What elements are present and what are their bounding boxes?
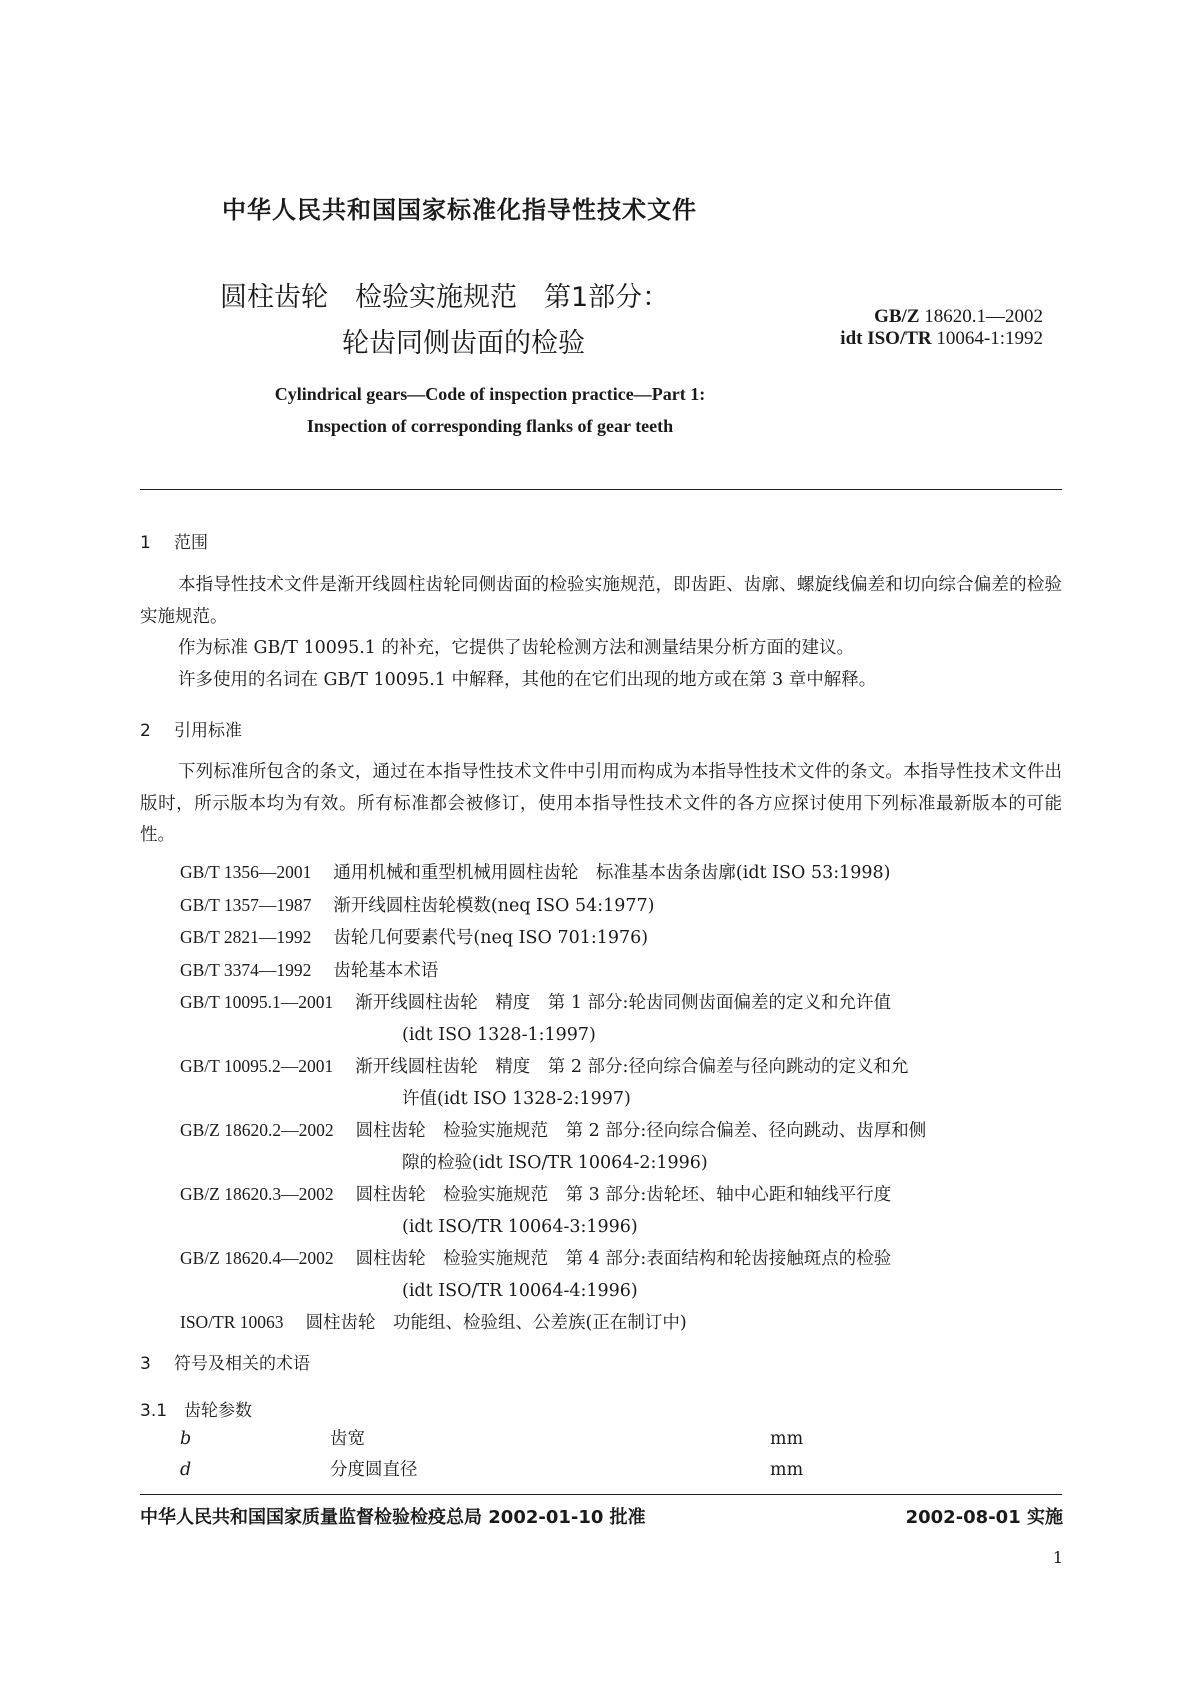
reference-title: 齿轮基本术语 xyxy=(333,960,439,981)
reference-title: 渐开线圆柱齿轮 精度 第 2 部分:径向综合偏差与径向跳动的定义和允 xyxy=(355,1057,909,1077)
code-prefix: GB/Z xyxy=(874,306,920,327)
symbol: b xyxy=(180,1429,192,1449)
symbol-table xyxy=(180,1424,803,1486)
term: 分度圆直径 xyxy=(330,1460,418,1480)
reference-item xyxy=(180,922,1062,955)
paragraph: 许多使用的名词在 GB/T 10095.1 中解释，其他的在它们出现的地方或在第 3 章中解释。 xyxy=(178,669,877,690)
paragraph: 下列标准所包含的条文，通过在本指导性技术文件中引用而构成为本指导性技术文件的条文。本指导性技术文件出版时，所示版本均为有效。所有标准都会被修订，使用本指导性技术文件的各方应探讨使用下列标准最新版本的可能性。 xyxy=(140,762,1062,845)
reference-continuation: (idt ISO 1328-1:1997) xyxy=(402,1024,596,1045)
section-number: 2 xyxy=(140,721,151,741)
subsection-title: 齿轮参数 xyxy=(184,1401,252,1421)
reference-code: GB/Z 18620.2—2002 xyxy=(180,1120,334,1140)
idt-prefix: idt ISO/TR xyxy=(840,328,932,349)
section-title: 引用标准 xyxy=(174,721,242,741)
reference-title: 渐开线圆柱齿轮模数(neq ISO 54:1977) xyxy=(333,895,655,916)
symbol: d xyxy=(180,1460,192,1480)
english-title xyxy=(140,378,840,442)
reference-item xyxy=(180,955,1062,988)
reference-continuation: (idt ISO/TR 10064-4:1996) xyxy=(402,1280,638,1301)
reference-title: 圆柱齿轮 检验实施规范 第 2 部分:径向综合偏差、径向跳动、齿厚和侧 xyxy=(355,1121,927,1141)
reference-title: 齿轮几何要素代号(neq ISO 701:1976) xyxy=(333,928,649,948)
section-number: 1 xyxy=(140,533,151,553)
document-header: 中华人民共和国国家标准化指导性技术文件 xyxy=(222,196,697,224)
section-1-body xyxy=(140,570,1062,696)
reference-code: GB/T 1356—2001 xyxy=(180,862,312,882)
reference-title: 圆柱齿轮 检验实施规范 第 4 部分:表面结构和轮齿接触斑点的检验 xyxy=(355,1249,892,1269)
reference-title: 圆柱齿轮 检验实施规范 第 3 部分:齿轮坯、轴中心距和轴线平行度 xyxy=(355,1185,892,1205)
english-title-line-2: Inspection of corresponding flanks of gear teeth xyxy=(306,416,674,436)
subsection-number: 3.1 xyxy=(140,1401,168,1421)
reference-code: ISO/TR 10063 xyxy=(180,1312,284,1332)
effective-date: 2002-08-01 实施 xyxy=(905,1507,1063,1528)
reference-item xyxy=(180,1179,1062,1212)
title-line-1: 圆柱齿轮 检验实施规范 第1部分： xyxy=(220,282,670,313)
reference-title: 通用机械和重型机械用圆柱齿轮 标准基本齿条齿廓(idt ISO 53:1998) xyxy=(333,863,891,883)
reference-item xyxy=(180,1243,1062,1276)
approval-line: 中华人民共和国国家质量监督检验检疫总局 2002-01-10 批准 xyxy=(140,1507,646,1528)
reference-item xyxy=(180,857,1062,890)
page-number: 1 xyxy=(1052,1548,1063,1567)
reference-code: GB/Z 18620.3—2002 xyxy=(180,1184,334,1204)
paragraph: 作为标准 GB/T 10095.1 的补充，它提供了齿轮检测方法和测量结果分析方面的建议。 xyxy=(178,638,854,658)
reference-list xyxy=(180,857,1062,1340)
reference-item xyxy=(180,1115,1062,1148)
code-number: 18620.1—2002 xyxy=(924,306,1043,327)
section-2-body xyxy=(140,757,1062,852)
section-3-heading xyxy=(140,1349,310,1374)
section-title: 范围 xyxy=(174,533,208,553)
section-title: 符号及相关的术语 xyxy=(174,1354,310,1374)
english-title-line-1: Cylindrical gears—Code of inspection practice—Part 1: xyxy=(274,384,706,404)
reference-title: 圆柱齿轮 功能组、检验组、公差族(正在制订中) xyxy=(305,1313,687,1333)
reference-title: 渐开线圆柱齿轮 精度 第 1 部分:轮齿同侧齿面偏差的定义和允许值 xyxy=(355,993,891,1013)
reference-item xyxy=(180,987,1062,1020)
section-1-heading xyxy=(140,528,208,553)
reference-code: GB/T 10095.1—2001 xyxy=(180,992,334,1012)
reference-item xyxy=(180,890,1062,923)
section-2-heading xyxy=(140,716,242,741)
reference-continuation: 隙的检验(idt ISO/TR 10064-2:1996) xyxy=(402,1152,708,1173)
header-divider xyxy=(140,489,1062,490)
unit: mm xyxy=(770,1429,804,1449)
reference-code: GB/Z 18620.4—2002 xyxy=(180,1248,334,1268)
symbol-row xyxy=(180,1424,803,1455)
standard-code xyxy=(840,306,1043,350)
reference-continuation: 许值(idt ISO 1328-2:1997) xyxy=(402,1088,631,1109)
unit: mm xyxy=(770,1460,804,1480)
footer-divider xyxy=(140,1494,1062,1495)
reference-code: GB/T 10095.2—2001 xyxy=(180,1056,334,1076)
document-title xyxy=(220,275,669,367)
reference-item xyxy=(180,1307,1062,1340)
reference-item xyxy=(180,1051,1062,1084)
idt-number: 10064-1:1992 xyxy=(936,328,1043,349)
term: 齿宽 xyxy=(330,1429,365,1449)
symbol-row xyxy=(180,1455,803,1486)
paragraph: 本指导性技术文件是渐开线圆柱齿轮同侧齿面的检验实施规范，即齿距、齿廓、螺旋线偏差和切向综合偏差的检验实施规范。 xyxy=(140,575,1062,627)
reference-continuation: (idt ISO/TR 10064-3:1996) xyxy=(402,1216,638,1237)
section-number: 3 xyxy=(140,1354,151,1374)
subsection-3-1-heading xyxy=(140,1396,252,1421)
reference-code: GB/T 2821—1992 xyxy=(180,927,312,947)
reference-code: GB/T 3374—1992 xyxy=(180,959,312,980)
title-line-2: 轮齿同侧齿面的检验 xyxy=(342,328,585,359)
reference-code: GB/T 1357—1987 xyxy=(180,894,312,915)
